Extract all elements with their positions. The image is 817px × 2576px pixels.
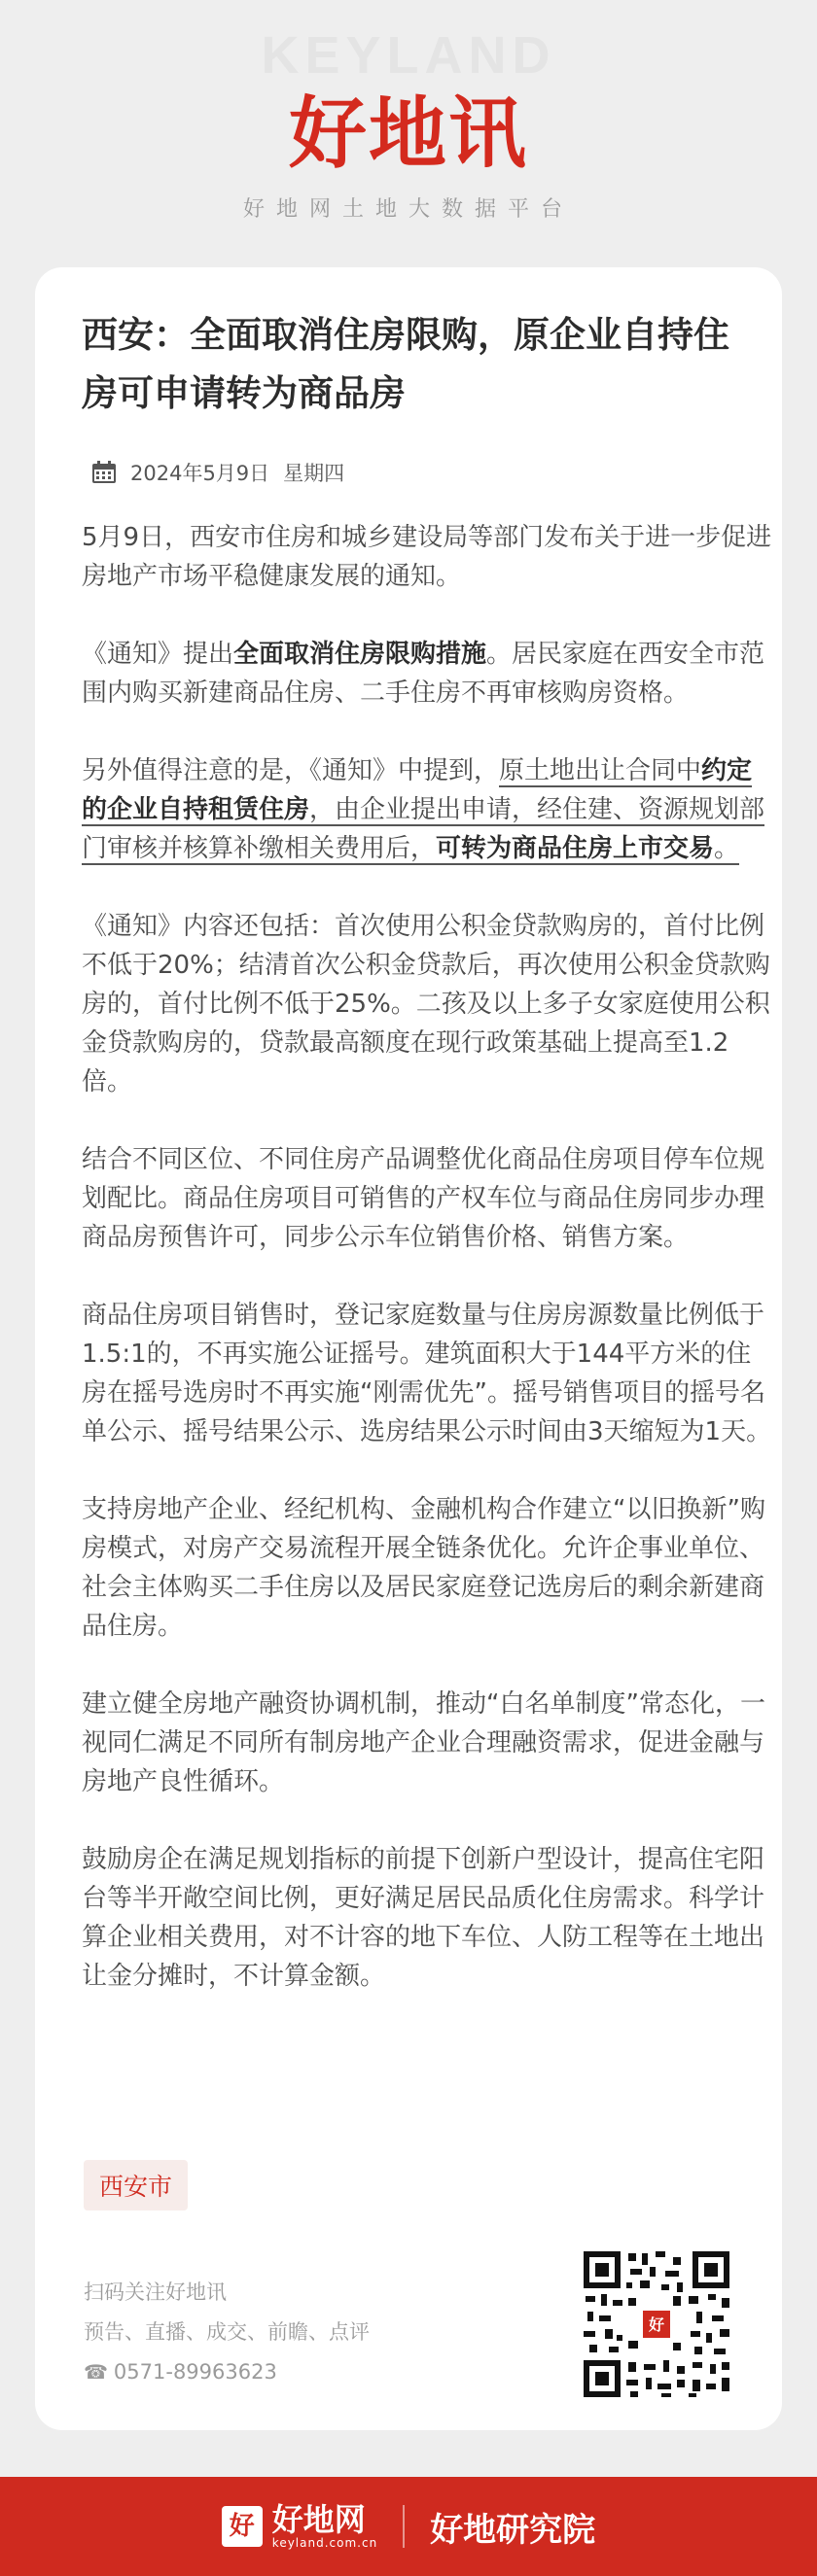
paragraph-5: 结合不同区位、不同住房产品调整优化商品住房项目停车位规划配比。商品住房项目可销售的产权车位与商品住房同步办理商品房预售许可，同步公示车位销售价格、销售方案。 [82, 1145, 765, 1252]
paragraph-3-bold: 约定的企业自持租赁住房 [82, 756, 753, 824]
page-header [0, 0, 817, 258]
research-institute-name: 好地研究院 [430, 2510, 596, 2550]
article-card [35, 267, 782, 2430]
paragraph-1: 5月9日，西安市住房和城乡建设局等部门发布关于进一步促进房地产市场平稳健康发展的通知。 [82, 523, 772, 591]
paragraph-4: 《通知》内容还包括：首次使用公积金贷款购房的，首付比例不低于20%；结清首次公积金贷款后，再次使用公积金贷款购房的，首付比例不低于25%。二孩及以上多子女家庭使用公积金贷款购房的，贷款最高额度在现行政策基础上提高至1.2倍。 [82, 912, 770, 1097]
qr-logo-text: 好 [648, 2315, 665, 2334]
brand-research-institute[interactable] [430, 2503, 595, 2551]
calendar-icon [91, 461, 117, 484]
paragraph-3-bold-2: 可转为商品住房上市交易 [436, 834, 715, 863]
paragraph-2-text-end: 。居民家庭在西安全市范围内购买新建商品住房、二手住房不再审核购房资格。 [82, 640, 765, 708]
paragraph-2 [82, 635, 774, 713]
paragraph-3-text: 另外值得注意的是，《通知》中提到， [82, 756, 500, 785]
paragraph-2-bold: 全面取消住房限购措施 [233, 640, 487, 669]
qr-code[interactable] [580, 2247, 733, 2401]
haodiwang-url: keyland.com.cn [271, 2536, 378, 2550]
services-label: 预告、直播、成交、前瞻、点评 [84, 2320, 370, 2344]
platform-tagline: 好地网土地大数据平台 [242, 197, 574, 222]
publish-date: 2024年5月9日 [130, 462, 270, 485]
bottom-brand-bar [0, 2477, 817, 2576]
paragraph-3-end: 。 [714, 834, 740, 863]
phone-icon: ☎ [84, 2360, 108, 2384]
follow-label: 扫码关注好地讯 [84, 2280, 227, 2304]
paragraph-8: 建立健全房地产融资协调机制，推动“白名单制度”常态化，一视同仁满足不同所有制房地产企业合理融资需求，促进金融与房地产良性循环。 [82, 1689, 765, 1796]
brand-haodiwang[interactable] [222, 2503, 377, 2550]
haodiwang-logo-icon: 好 [222, 2506, 263, 2547]
paragraph-3 [82, 751, 774, 868]
paragraph-7: 支持房地产企业、经纪机构、金融机构合作建立“以旧换新”购房模式，对房产交易流程开展全链条优化。允许企事业单位、社会主体购买二手住房以及居民家庭登记选房后的剩余新建商品住房。 [82, 1495, 765, 1641]
paragraph-9: 鼓励房企在满足规划指标的前提下创新户型设计，提高住宅阳台等半开敞空间比例，更好满足居民品质化住房需求。科学计算企业相关费用，对不计容的地下车位、人防工程等在土地出让金分摊时，不计算金额。 [82, 1845, 765, 1991]
keyland-watermark: KEYLAND [261, 26, 556, 85]
brand-divider [403, 2505, 405, 2548]
paragraph-3-underlined-2: ，由企业提出申请，经住建、资源规划部门审核并核算补缴相关费用后， [82, 795, 765, 863]
paragraph-6: 商品住房项目销售时，登记家庭数量与住房房源数量比例低于1.5:1的，不再实施公证摇号。建筑面积大于144平方米的住房在摇号选房时不再实施“刚需优先”。摇号销售项目的摇号名单公示、摇号结果公示、选房结果公示时间由3天缩短为1天。 [82, 1301, 772, 1446]
phone-number: 0571-89963623 [113, 2360, 277, 2384]
paragraph-3-underlined: 原土地出让合同中 [499, 756, 702, 785]
date-row [91, 458, 344, 487]
article-title: 西安：全面取消住房限购，原企业自持住房可申请转为商品房 [82, 314, 729, 414]
paragraph-2-text: 《通知》提出 [82, 640, 234, 669]
haodixun-logo: 好地讯 [289, 88, 528, 179]
haodiwang-name: 好地网 [271, 2501, 366, 2538]
city-tag[interactable]: 西安市 [84, 2160, 188, 2210]
phone-row [84, 2352, 370, 2392]
article-body [82, 518, 774, 2035]
follow-info [84, 2273, 370, 2392]
publish-weekday: 星期四 [283, 462, 345, 485]
